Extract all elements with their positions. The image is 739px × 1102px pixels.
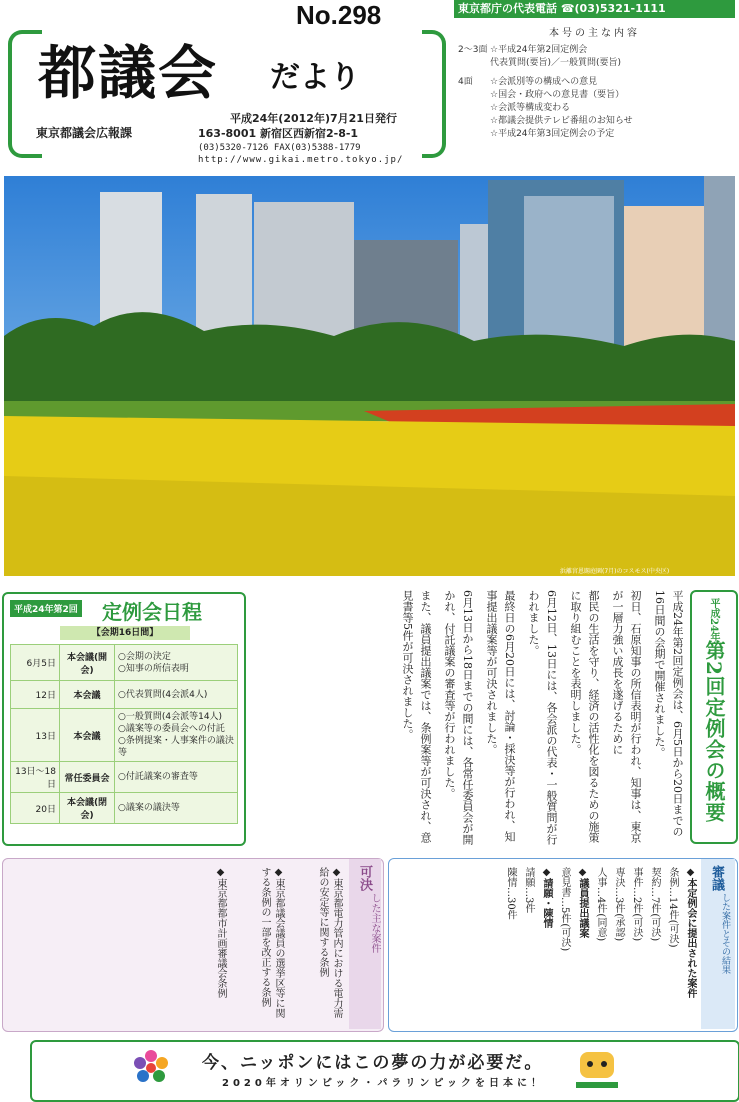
contents-title: 本号の主な内容: [549, 28, 640, 39]
results-list: [397, 867, 697, 1023]
schedule-kind: 常任委員会: [60, 762, 115, 793]
postal-address: 163-8001 新宿区西新宿2-8-1: [198, 127, 359, 140]
list-item: ◆東京都議会議員の選挙区等に関する条例の一部を改正する条例: [259, 867, 284, 1018]
table-row: [11, 681, 238, 709]
schedule-date: 13日: [11, 709, 60, 762]
article-heading-box: [690, 590, 738, 844]
schedule-events: ○会期の決定 ○知事の所信表明: [115, 645, 238, 681]
schedule-kind: 本会議(閉会): [60, 793, 115, 824]
contents-item: ☆国会・政府への意見書（要旨）: [490, 90, 625, 100]
article-paragraph: 最終日の6月20日には、討論・採決等が行われ、知事提出議案等が可決されました。: [485, 590, 516, 842]
olympic-bid-logo-icon: [128, 1046, 174, 1092]
results-subtitle: した案件とその結果: [720, 893, 730, 974]
list-item: 条例…14件(可決): [667, 867, 678, 948]
article-paragraph: 平成24年第2回定例会は、6月5日から20日までの16日間の会期で開催されました。: [653, 590, 684, 837]
schedule-kind: 本会議(開会): [60, 645, 115, 681]
publisher: 東京都議会広報課: [36, 126, 133, 140]
schedule-date: 20日: [11, 793, 60, 824]
title-bracket-right: [422, 30, 446, 158]
newsletter-title: 都議会: [38, 39, 219, 107]
passed-items-list: [13, 867, 343, 1023]
contents-list: [458, 44, 733, 141]
deliberation-results-box: [388, 858, 738, 1032]
schedule-kind: 本会議: [60, 681, 115, 709]
contents-item: ☆会派等構成変わる: [490, 103, 571, 113]
session-summary-article: [246, 590, 686, 846]
schedule-date: 12日: [11, 681, 60, 709]
list-item: ◆請願・陳情: [541, 867, 552, 928]
photo-credit: 浜離宮恩賜庭園(7月)のコスモス(中央区): [560, 568, 670, 575]
schedule-events: ○代表質問(4会派4人): [115, 681, 238, 709]
table-row: [11, 793, 238, 824]
list-item: 陳情…30件: [505, 867, 516, 920]
contents-item: 2～3面 ☆平成24年第2回定例会: [458, 45, 588, 55]
list-item: ◆本定例会に提出された案件: [685, 867, 696, 998]
list-item: 意見書…5件(可決): [559, 867, 570, 952]
banner-subline: 2020年オリンピック・パラリンピックを日本に！: [222, 1078, 546, 1089]
list-item: 専決…3件(承認): [613, 867, 624, 942]
schedule-date: 13日～18日: [11, 762, 60, 793]
table-row: [11, 709, 238, 762]
publication-date: 平成24年(2012年)7月21日発行: [230, 112, 397, 125]
article-paragraph: 6月12日、13日には、各会派の代表・一般質問が行われました。: [527, 590, 558, 845]
table-row: [11, 645, 238, 681]
schedule-period: 【会期16日間】: [60, 626, 190, 640]
contents-item: 4面 ☆会派別等の構成への意見: [458, 77, 598, 87]
issue-number: No.298: [296, 0, 382, 30]
contents-item: ☆平成24年第3回定例会の予定: [490, 129, 615, 139]
contents-box: [454, 0, 735, 172]
passed-items-title: 可決: [357, 865, 372, 891]
list-item: ◆議員提出議案: [577, 867, 588, 938]
mascot-logo-icon: [572, 1048, 622, 1092]
list-item: 請願…3件: [523, 867, 534, 914]
schedule-events: ○付託議案の審査等: [115, 762, 238, 793]
passed-items-box: [2, 858, 384, 1032]
olympic-bid-banner: [30, 1040, 739, 1102]
list-item: ◆東京都都市計画審議会条例: [215, 867, 226, 998]
results-header: [701, 859, 735, 1029]
article-paragraph: 6月13日から18日までの間には、各常任委員会が開かれ、付託議案の審査等が行われました。: [443, 590, 474, 845]
banner-headline: 今、ニッポンにはこの夢の力が必要だ。: [202, 1053, 544, 1073]
cover-photo-illustration: [4, 176, 735, 576]
schedule-kind: 本会議: [60, 709, 115, 762]
list-item: ◆東京都電力管内における電力需給の安定等に関する条例: [317, 867, 342, 1018]
newsletter-title-suffix: だより: [270, 60, 360, 95]
schedule-events: ○一般質問(4会派等14人) ○議案等の委員会への付託 ○条例提案・人事案件の議決等: [115, 709, 238, 762]
schedule-events: ○議案の議決等: [115, 793, 238, 824]
passed-items-header: [349, 859, 381, 1029]
passed-items-subtitle: した主な案件: [369, 893, 380, 953]
session-schedule: [2, 592, 246, 846]
article-heading: 第2回定例会の概要: [702, 640, 726, 823]
list-item: 人事…4件(同意): [595, 867, 606, 942]
article-paragraph: また、議員提出議案では、条例案等が可決され、意見書等5件が可決されました。: [401, 590, 432, 843]
list-item: 契約…7件(可決): [649, 867, 660, 942]
cover-photo: [4, 176, 735, 576]
article-paragraph: 都民の生活を守り、経済の活性化を図るための施策に取り組むことを表明しました。: [569, 590, 600, 843]
schedule-title: 定例会日程: [102, 600, 202, 624]
results-title: 審議: [709, 865, 724, 891]
list-item: 事件…2件(可決): [631, 867, 642, 942]
masthead: [0, 0, 739, 180]
website-link[interactable]: http://www.gikai.metro.tokyo.jp/: [198, 155, 404, 165]
contents-item: ☆都議会提供テレビ番組のお知らせ: [490, 116, 633, 126]
table-row: [11, 762, 238, 793]
phone-bar: 東京都庁の代表電話 ☎(03)5321-1111: [454, 0, 735, 18]
schedule-tag: 平成24年第2回: [10, 600, 82, 617]
article-paragraph: 初日、石原知事の所信表明が行われ、知事は、東京が一層力強い成長を遂げるために: [611, 590, 642, 843]
schedule-table: [10, 644, 238, 824]
tel-fax: (03)5320-7126 FAX(03)5388-1779: [198, 143, 361, 153]
contents-item: 代表質問(要旨)／一般質問(要旨): [490, 58, 622, 68]
article-heading-year: 平成24年: [708, 598, 719, 642]
schedule-date: 6月5日: [11, 645, 60, 681]
